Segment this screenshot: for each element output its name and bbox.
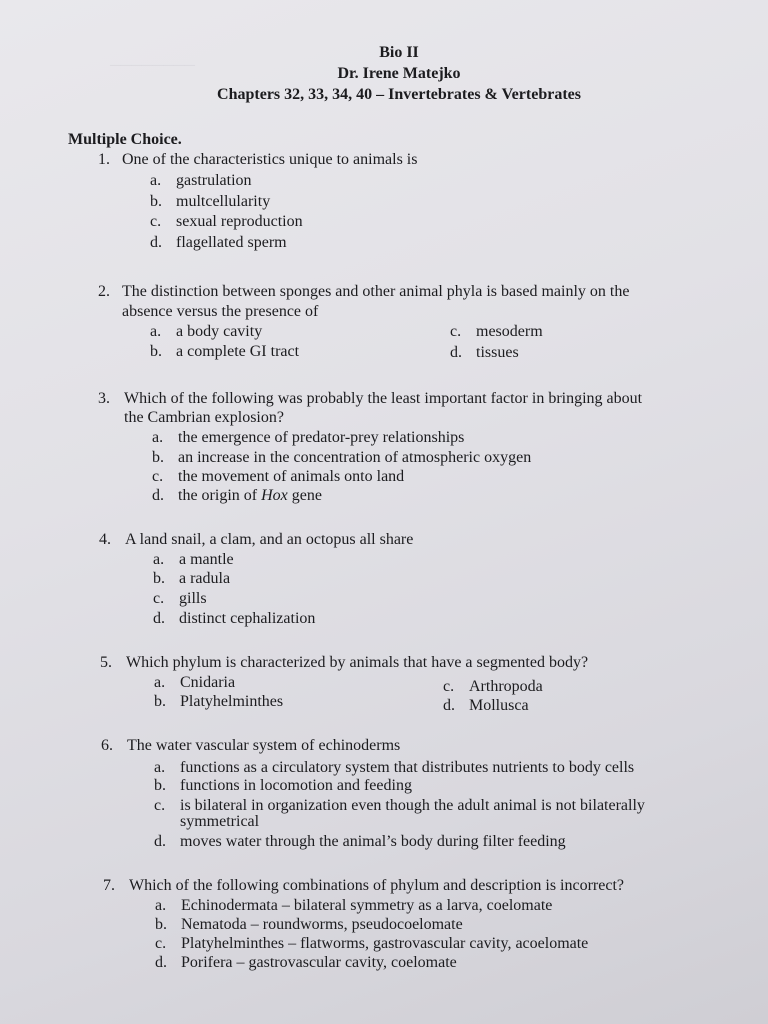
option-2b — [150, 342, 299, 362]
option-6a — [154, 758, 634, 778]
option-letter: a. — [155, 897, 167, 914]
option-5b — [154, 692, 283, 712]
option-text: a body cavity — [176, 323, 263, 340]
option-text: sexual reproduction — [176, 213, 303, 230]
option-3c — [152, 467, 404, 487]
question-text: A land snail, a clam, and an octopus all share — [125, 531, 414, 548]
option-text: the origin of — [178, 487, 262, 504]
option-7b — [155, 915, 463, 935]
question-number: 4. — [99, 531, 111, 548]
option-text: gills — [179, 590, 207, 607]
option-letter: b. — [150, 343, 162, 360]
option-6c-line2: symmetrical — [180, 813, 260, 830]
option-text: is bilateral in organization even though the adult animal is not bilaterally — [180, 797, 645, 814]
option-letter: a. — [150, 323, 162, 340]
option-5d — [443, 696, 529, 716]
option-letter: a. — [154, 674, 166, 691]
option-3d — [152, 486, 322, 506]
option-2c — [450, 322, 543, 342]
option-text-after: gene — [287, 487, 322, 504]
option-text: distinct cephalization — [179, 610, 316, 627]
option-text: Nematoda – roundworms, pseudocoelomate — [181, 916, 463, 933]
option-letter: c. — [150, 213, 162, 230]
question-number: 7. — [103, 877, 115, 894]
option-letter: b. — [154, 777, 166, 794]
option-letter: d. — [150, 234, 162, 251]
option-letter: b. — [150, 193, 162, 210]
option-letter: d. — [450, 344, 462, 361]
course-title: Bio II — [379, 44, 419, 61]
question-text: The distinction between sponges and other animal phyla is based mainly on the — [122, 283, 630, 300]
option-text: Platyhelminthes — [180, 693, 284, 710]
option-text: a radula — [179, 570, 231, 587]
option-text: gastrulation — [176, 172, 252, 189]
option-text: an increase in the concentration of atmospheric oxygen — [178, 449, 532, 466]
option-text: Cnidaria — [180, 674, 236, 691]
option-text: a complete GI tract — [176, 343, 300, 360]
option-4d — [153, 609, 315, 629]
option-text-italic: Hox — [261, 487, 288, 504]
option-text: Mollusca — [469, 697, 529, 714]
option-text: Platyhelminthes – flatworms, gastrovascular cavity, acoelomate — [181, 935, 589, 952]
option-letter: c. — [443, 678, 455, 695]
option-letter: d. — [152, 487, 164, 504]
bleed-through: ──────── — [110, 58, 196, 74]
option-text: Arthropoda — [469, 678, 543, 695]
option-2d — [450, 343, 519, 363]
instructor-name: Dr. Irene Matejko — [337, 65, 461, 82]
option-text: moves water through the animal’s body during filter feeding — [180, 833, 566, 850]
option-7d — [155, 953, 457, 973]
option-letter: b. — [153, 570, 165, 587]
question-text: Which of the following combinations of phylum and description is incorrect? — [129, 877, 624, 894]
option-letter: a. — [152, 429, 164, 446]
option-3a — [152, 428, 464, 448]
option-letter: d. — [443, 697, 455, 714]
option-text: a mantle — [179, 551, 234, 568]
question-number: 5. — [100, 654, 112, 671]
chapters-line: Chapters 32, 33, 34, 40 – Invertebrates & Vertebrates — [217, 86, 581, 103]
question-text: The water vascular system of echinoderms — [127, 737, 401, 754]
option-2a — [150, 322, 262, 342]
option-3b — [152, 448, 531, 468]
option-5a — [154, 673, 235, 693]
option-letter: c. — [152, 468, 164, 485]
option-text: functions in locomotion and feeding — [180, 777, 412, 794]
option-letter: b. — [154, 693, 166, 710]
option-letter: d. — [153, 610, 165, 627]
question-number: 3. — [98, 390, 110, 407]
option-letter: a. — [153, 551, 165, 568]
option-4a — [153, 550, 234, 570]
option-1b — [150, 192, 270, 212]
option-letter: c. — [155, 935, 167, 952]
option-1a — [150, 171, 252, 191]
option-7c — [155, 934, 588, 954]
option-letter: d. — [154, 833, 166, 850]
question-text: Which of the following was probably the least important factor in bringing about — [124, 390, 643, 407]
option-text: Porifera – gastrovascular cavity, coelomate — [181, 954, 457, 971]
question-text: One of the characteristics unique to animals is — [122, 151, 418, 168]
option-text: multcellularity — [176, 193, 271, 210]
option-text: Echinodermata – bilateral symmetry as a larva, coelomate — [181, 897, 553, 914]
option-letter: d. — [155, 954, 167, 971]
option-text: flagellated sperm — [176, 234, 287, 251]
option-letter: b. — [152, 449, 164, 466]
page-header — [0, 42, 768, 105]
question-number: 1. — [98, 151, 110, 168]
option-letter: c. — [450, 323, 462, 340]
option-7a — [155, 896, 552, 916]
option-text: mesoderm — [476, 323, 543, 340]
section-title: Multiple Choice. — [68, 131, 182, 148]
option-text: tissues — [476, 344, 519, 361]
option-letter: a. — [150, 172, 162, 189]
option-letter: b. — [155, 916, 167, 933]
option-1c — [150, 212, 303, 232]
question-text-line2: the Cambrian explosion? — [124, 409, 284, 426]
option-4c — [153, 589, 207, 609]
option-4b — [153, 569, 230, 589]
option-6d — [154, 832, 566, 852]
option-text: functions as a circulatory system that distributes nutrients to body cells — [180, 759, 635, 776]
question-text-line2: absence versus the presence of — [122, 303, 319, 320]
question-number: 2. — [98, 283, 110, 300]
option-letter: a. — [154, 759, 166, 776]
option-text: the emergence of predator-prey relationships — [178, 429, 465, 446]
option-1d — [150, 233, 287, 253]
question-number: 6. — [101, 737, 113, 754]
option-letter: c. — [154, 797, 166, 814]
option-5c — [443, 677, 543, 697]
option-6b — [154, 776, 412, 796]
option-text: the movement of animals onto land — [178, 468, 405, 485]
question-text: Which phylum is characterized by animals that have a segmented body? — [126, 654, 589, 671]
option-letter: c. — [153, 590, 165, 607]
